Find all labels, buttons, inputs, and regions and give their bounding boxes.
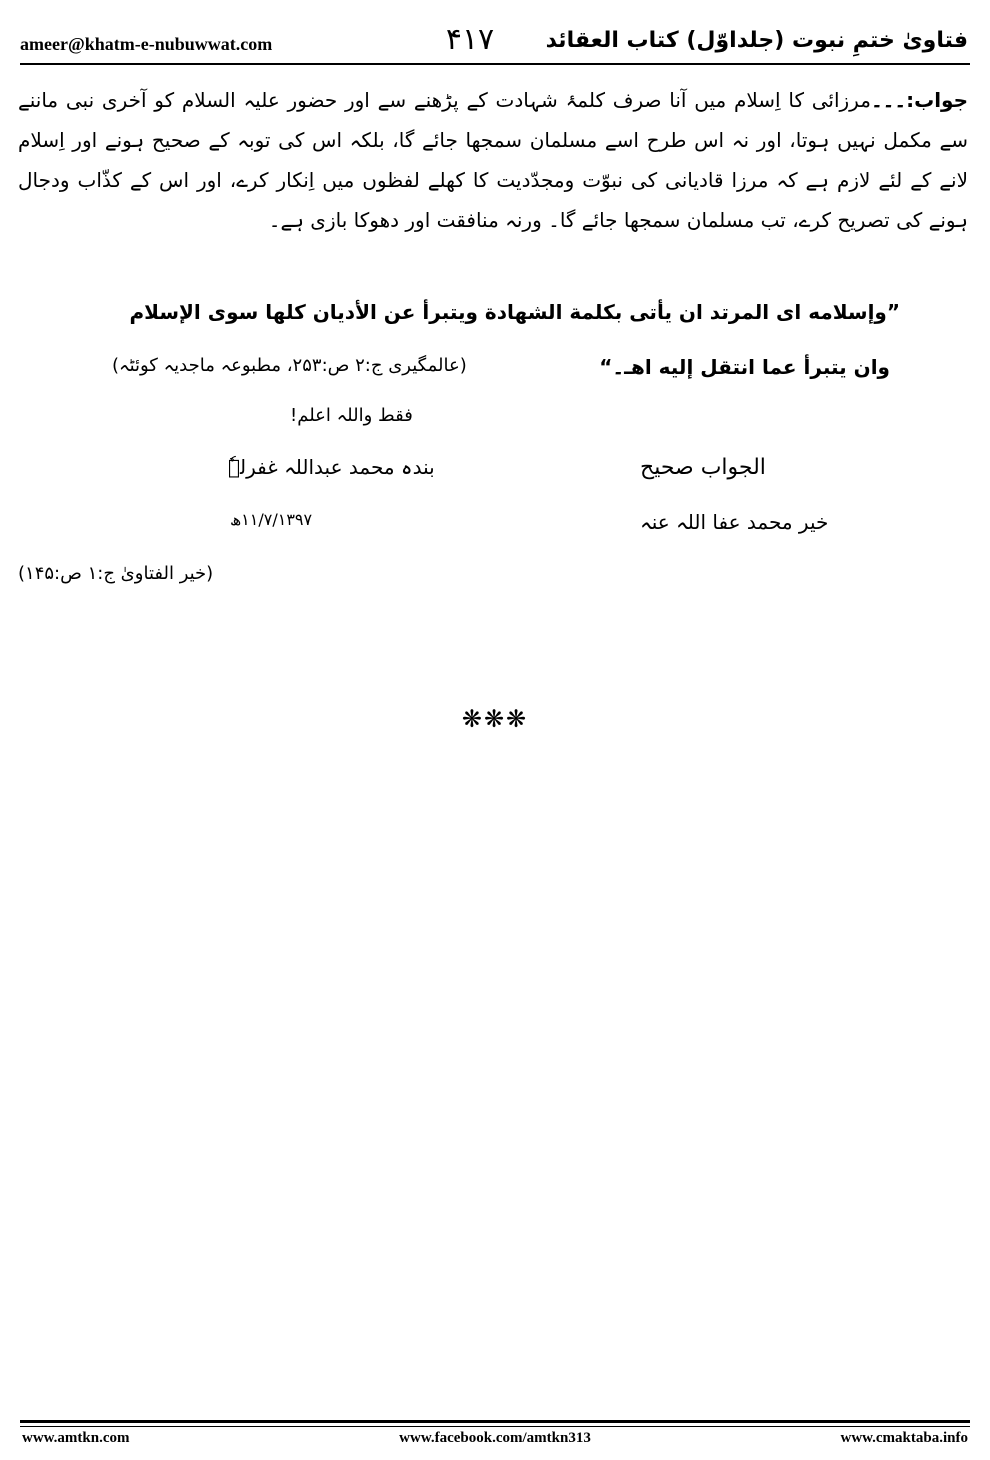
fatwa-date: ۱۱/۷/۱۳۹۷ھ [230,510,313,529]
header-email: ameer@khatm-e-nubuwwat.com [20,34,273,54]
signer-name: بندہ محمد عبداللہ غفرلہٗ [228,455,435,479]
book-title: فتاویٰ ختمِ نبوت (جلداوّل) کتاب العقائد [545,28,968,53]
answer-text: مرزائی کا اِسلام میں آنا صرف کلمۂ شہادت کے پڑھنے سے اور حضور علیہ السلام کو آخری نبی ماننے سے مکمل نہیں ہوتا، اور نہ اس طرح اسے مسلمان سمجھا جائے گا، بلکہ اس کی توبہ کے صحیح ہونے اور اِسلام لانے کے لئے لازم ہے کہ مرزا قادیانی کی نبوّت ومجدّدیت کا کھلے لفظوں میں اِنکار کرے، اور اس کے کذّاب ودجال ہونے کی تصریح کرے، تب مسلمان سمجھا جائے گا۔ ورنہ منافقت اور دھوکا بازی ہے۔ [18,88,968,232]
footer-maktaba-link[interactable]: www.cmaktaba.info [840,1430,968,1446]
footer-rule-thick [20,1420,970,1423]
header-rule [20,63,970,65]
endorser-name: خیر محمد عفا اللہ عنہ [640,510,829,534]
arabic-quote-line-1: ”وإسلامه ای المرتد ان يأتی بكلمة الشهادة ويتبرأ عن الأديان كلها سوى الإسلام [129,300,900,324]
footer-website-link[interactable]: www.amtkn.com [22,1430,130,1446]
answer-label: جواب:۔۔۔ [870,88,968,112]
page-number: ۴۱۷ [445,22,495,57]
endorsement-label: الجواب صحیح [640,455,766,480]
closing-phrase: فقط واللہ اعلم! [290,405,413,426]
quote-reference: (عالمگیری ج:۲ ص:۲۵۳، مطبوعہ ماجدیہ کوئٹہ) [112,355,467,376]
source-reference: (خیر الفتاویٰ ج:۱ ص:۱۴۵) [18,563,214,584]
section-separator: ❋❋❋ [461,705,529,733]
answer-paragraph [18,80,968,240]
footer-rule-thin [20,1426,970,1427]
arabic-quote-line-2: وان يتبرأ عما انتقل إليه اهـ۔“ [599,355,890,379]
footer-facebook-link[interactable]: www.facebook.com/amtkn313 [399,1430,591,1446]
